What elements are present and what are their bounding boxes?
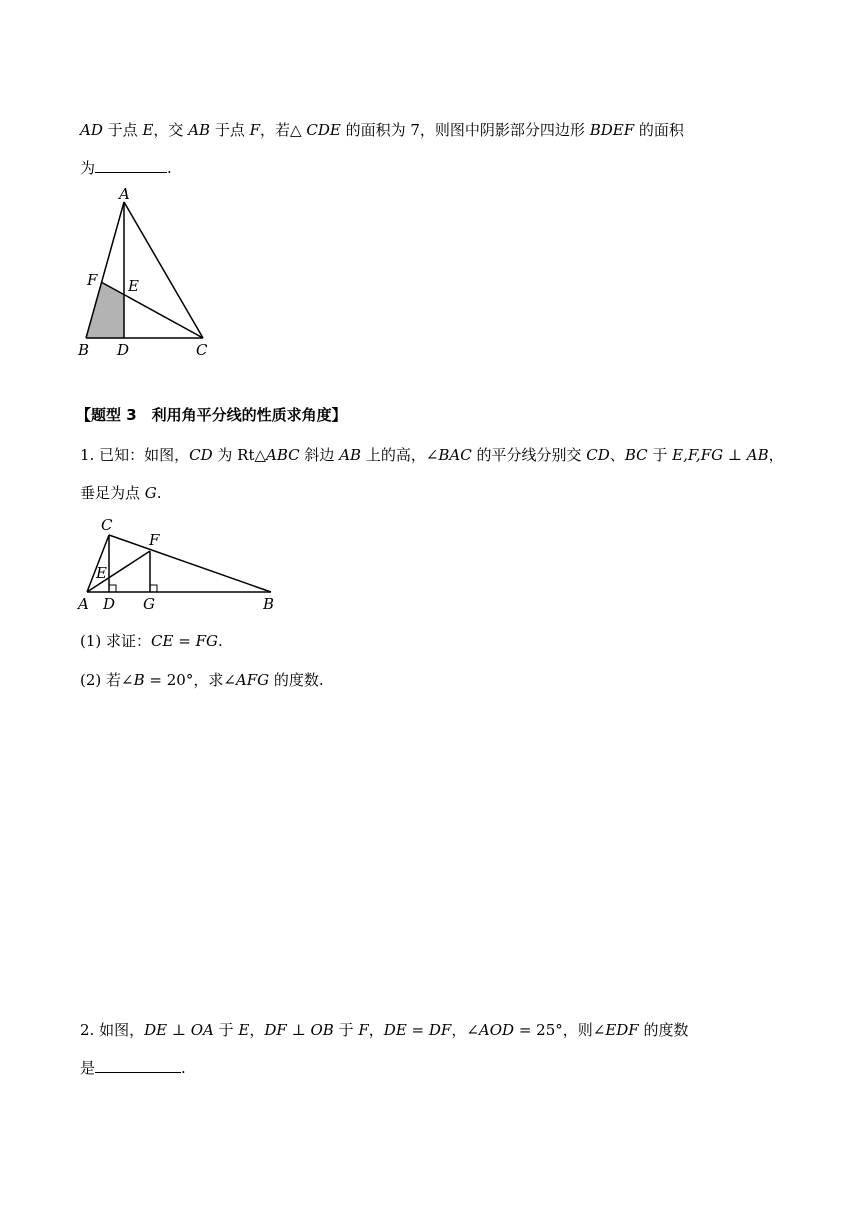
q1-text-line-2: 垂足为点 G. <box>80 484 162 502</box>
label-A: A <box>78 595 89 613</box>
section-heading: 【题型 3 利用角平分线的性质求角度】 <box>76 406 347 424</box>
problem-text-line-1: AD 于点 E，交 AB 于点 F，若△ CDE 的面积为 7，则图中阴影部分四边形 BDEF 的面积 <box>80 121 684 139</box>
label-F: F <box>87 271 98 289</box>
problem-text-line-2: 为 . <box>80 159 172 177</box>
q2-text-line-1: 2. 如图，DE ⊥ OA 于 E，DF ⊥ OB 于 F，DE = DF，∠AOD = 25°，则∠EDF 的度数 <box>80 1021 689 1039</box>
label-C: C <box>196 341 208 359</box>
label-B: B <box>78 341 90 359</box>
label-E: E <box>128 277 139 295</box>
label-E: E <box>96 564 107 582</box>
q1-text-line-1: 1. 已知：如图，CD 为 Rt△ABC 斜边 AB 上的高，∠BAC 的平分线分别交 CD、BC 于 E,F,FG ⊥ AB， <box>80 446 784 464</box>
label-D: D <box>103 595 116 613</box>
label-A: A <box>119 185 130 203</box>
answer-blank[interactable] <box>95 1058 181 1073</box>
label-B: B <box>263 595 275 613</box>
q1-sub1: (1) 求证：CE = FG. <box>80 632 223 650</box>
q1-sub2: (2) 若∠B = 20°，求∠AFG 的度数. <box>80 671 324 689</box>
label-F: F <box>149 531 160 549</box>
label-G: G <box>143 595 155 613</box>
label-D: D <box>117 341 130 359</box>
q2-text-line-2: 是 . <box>80 1059 186 1077</box>
label-C: C <box>101 516 113 534</box>
